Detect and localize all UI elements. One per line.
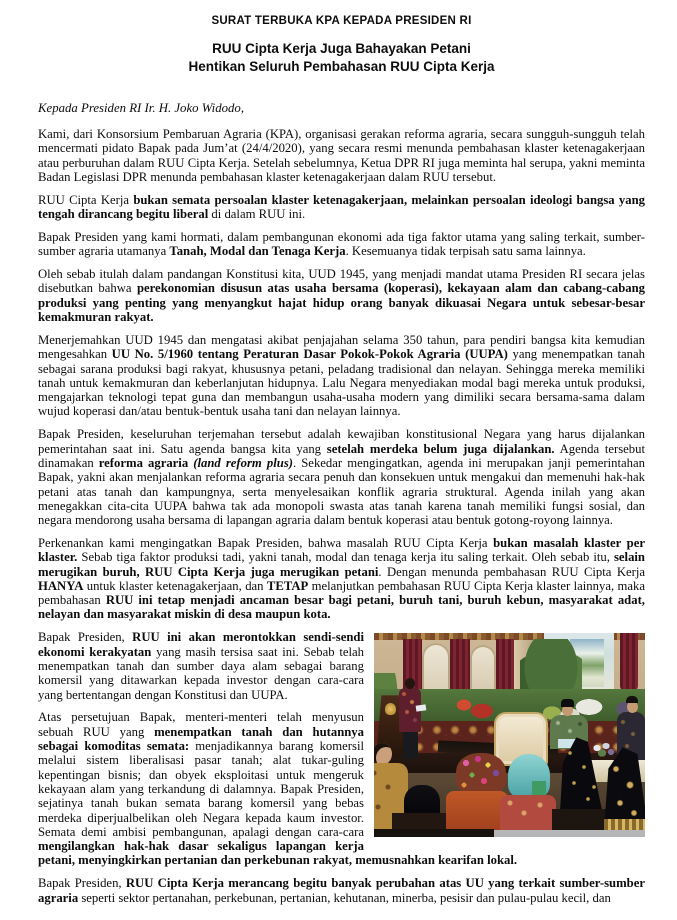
photo-president-hair (626, 696, 638, 703)
event-photo (374, 633, 645, 837)
document-title-line2: Hentikan Seluruh Pembahasan RUU Cipta Kerja (188, 59, 495, 74)
letter-body (38, 127, 645, 905)
photo-arch-window (470, 645, 496, 695)
photo-peci-hat (561, 699, 574, 707)
paragraph-4: Oleh sebab itulah dalam pandangan Konstitusi kita, UUD 1945, yang menjadi mandat utama Presiden RI secara jelas disebutkan bahwa perekonomian disusun atas usaha bersama (koperasi), kekayaan alam dan cabang-cabang produksi yang penting yang menyangkut hajat hidup orang banyak dikuasai Negara untuk sebesar-besar kemakmuran rakyat. (38, 267, 645, 325)
paragraph-2: RUU Cipta Kerja bukan semata persoalan klaster ketenagakerjaan, melainkan persoalan ideologi bangsa yang tengah dirancang begitu liberal di dalam RUU ini. (38, 192, 646, 222)
photo-tanjak-gold-band (604, 819, 645, 830)
paragraph-8: Bapak Presiden, RUU ini akan merontokkan sendi-sendi ekonomi kerakyatan yang masih tersisa saat ini. Sebab telah menempatkan tanah dan sumber daya alam sebagai barang komersil yang ditawarkan kepada investor dengan cara-cara yang bertentangan dengan Konstitusi dan UUPA. (38, 630, 364, 702)
paragraph-5: Menerjemahkan UUD 1945 dan mengatasi akibat penjajahan selama 350 tahun, para pendiri bangsa kita kemudian mengesahkan UU No. 5/1960 tentang Peraturan Dasar Pokok-Pokok Agraria (UUPA) yang menempatkan tanah sebagai sarana produksi bagi rakyat, khususnya petani, peladang tradisional dan nelayan. Sehingga mereka memiliki tanah untuk kemakmuran dan keberlanjutan hidupnya. Lalu Negara menyediakan modal bagi mereka untuk produksi, mengajarkan teknologi tepat guna dan membangun usaha-usaha modern yang dimiliki secara bersama-sama dalam wujud koperasi dan/atau bentuk-bentuk usaha tani dan nelayan lainnya. (38, 332, 645, 419)
photo-speaker-legs (403, 729, 418, 759)
paragraph-1: Kami, dari Konsorsium Pembaruan Agraria (KPA), organisasi gerakan reforma agraria, secara sungguh-sungguh telah mencermati pidato Bapak pada Jum’at (24/4/2020), yang secara resmi menunda pembahasan klaster ketenagakerjaan atau perburuhan dalam RUU Cipta Kerja. Setelah sebelumnya, Ketua DPR RI juga meminta hal serupa, yakni meminta Badan Legislasi DPR menunda pembahasan klaster ketenagakerjaan dalam RUU tersebut. (38, 127, 645, 184)
paragraph-10: Bapak Presiden, RUU Cipta Kerja merancang begitu banyak perubahan atas UU yang terkait sumber-sumber agraria seperti sektor pertanahan, perkebunan, pertanian, kehutanan, minerba, pesisir dan pulau-pulau kecil, dan (38, 876, 646, 905)
photo-garuda-emblem (385, 703, 396, 715)
photo-floor-strip (494, 830, 645, 837)
photo-bouquet (590, 741, 616, 759)
salutation: Kepada Presiden RI Ir. H. Joko Widodo, (38, 101, 245, 115)
paragraph-6: Bapak Presiden, keseluruhan terjemahan tersebut adalah kewajiban konstitusional Negara yang harus dijalankan pemerintahan saat ini. Satu agenda bangsa kita yang setelah merdeka belum juga dijalankan. Agenda tersebut dinamakan reforma agraria (land reform plus). Sekedar mengingatkan, agenda ini merupakan janji pemerintahan Bapak, yakni akan menjalankan reforma agraria secara penuh dan konsekuen untuk mengakui dan memenuhi hak-hak petani atas tanah dan kampungnya, serta menyelesaikan konflik agraria struktural. Agenda inilah yang akan menegakkan cita-cita UUPA bahwa tak ada monopoli swasta atas tanah karena tanah memiliki fungsi sosial, dan negara mendorong usaha bersama di lapangan agraria dalam bentuk koperasi atau bentuk gotong-royong lainnya. (38, 427, 645, 528)
photo-peci-hat (404, 785, 440, 815)
photo-curtain (620, 633, 638, 691)
document-title-line1: RUU Cipta Kerja Juga Bahayakan Petani (212, 41, 471, 56)
paragraph-7: Perkenankan kami mengingatkan Bapak Presiden, bahwa masalah RUU Cipta Kerja bukan masalah klaster per klaster. Sebab tiga faktor produksi tadi, yakni tanah, modal dan tenaga kerja itu saling terkait. Oleh sebab itu, selain merugikan buruh, RUU Cipta Kerja juga merugikan petani. Dengan menunda pembahasan RUU Cipta Kerja HANYA untuk klaster ketenagakerjaan, dan TETAP melanjutkan pembahasan RUU Cipta Kerja klaster lainnya, maka pembahasan RUU ini tetap menjadi ancaman besar bagi petani, buruh tani, buruh kebun, masyarakat adat, nelayan dan masyarakat miskin di desa maupun kota. (38, 535, 646, 622)
paragraph-9: Atas persetujuan Bapak, menteri-menteri telah menyusun sebuah RUU yang menempatkan tanah dan hutannya sebagai komoditas semata: menjadikannya barang komersil melalui sistem liberalisasi pasar tanah; alat tukar-guling kepentingan bisnis; dan obyek eksploitasi untuk mengeruk kekayaan alam yang terkandung di dalamnya. Bapak Presiden, sejatinya tanah bukan semata barang komersil yang bebas merdeka diperjualbelikan oleh Negara kepada kaum investor. Semata demi ambisi pembangunan, apalagi dengan cara-cara mengilangkan hak-hak dasar sekaligus lapangan kerja petani, menyingkirkan pertanian dan perkebunan rakyat, memusnahkan kearifan lokal. (38, 710, 518, 868)
photo-foreground-shadow (374, 829, 494, 837)
photo-floral-headdress (456, 753, 506, 795)
document-title (38, 40, 645, 76)
document-kicker: SURAT TERBUKA KPA KEPADA PRESIDEN RI (211, 15, 472, 27)
paragraph-3: Bapak Presiden yang kami hormati, dalam pembangunan ekonomi ada tiga faktor utama yang saling terkait, sumber-sumber agraria utamanya Tanah, Modal dan Tenaga Kerja. Kesemuanya tidak terpisah satu sama lainnya. (38, 229, 645, 259)
